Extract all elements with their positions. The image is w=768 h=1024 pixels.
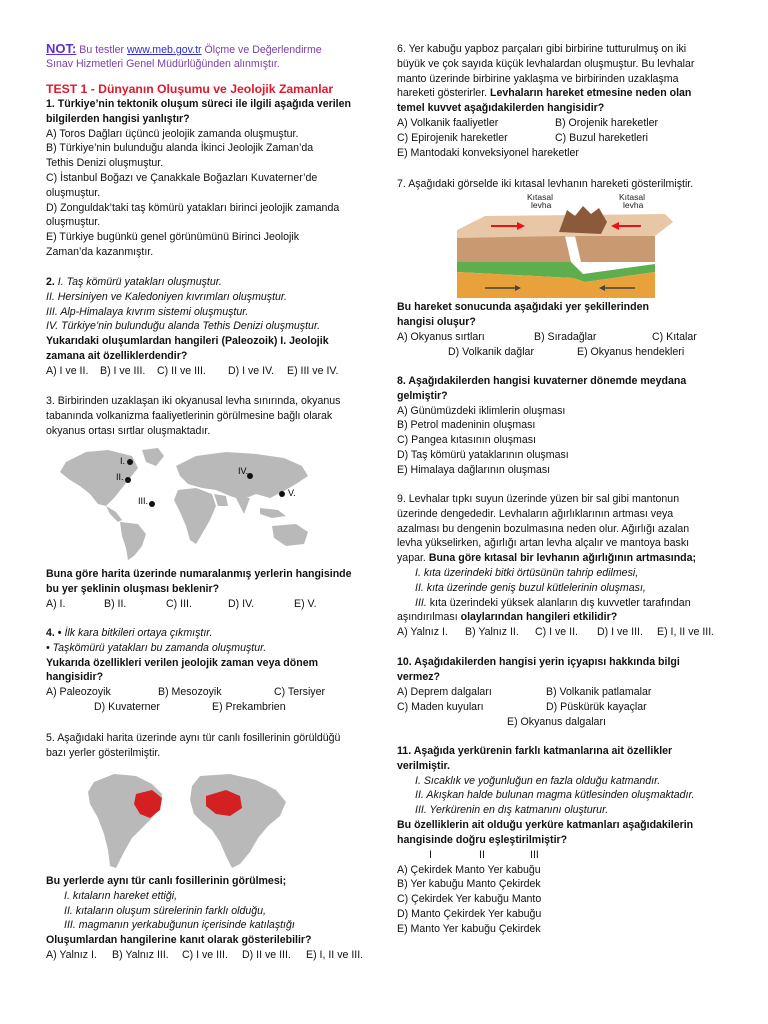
question-1: 1. Türkiye’nin tektonik oluşum süreci ile ilgili aşağıda verilen bilgilerden hangisi yanlıştır? A) Toros Dağları üçüncü jeolojik zamanda oluşmuştur. B) Türkiye’nin bulunduğu alanda İkinci Jeolojik Zaman’da Tethis Denizi oluşmuştur. C) İstanbul Boğazı ve Çanakkale Boğazları Kuvaterner’de oluşmuştur. D) Zonguldak’taki taş kömürü yatakları birinci jeolojik zamanda oluşmuştur. E) Türkiye bugünkü genel görünümünü Birinci Jeolojik Zaman’da kazanmıştır.: [46, 97, 374, 260]
option-b[interactable]: B) II.: [104, 597, 127, 610]
q10-options-row3: [397, 715, 735, 730]
option-c[interactable]: C) Kıtalar: [652, 330, 697, 343]
option-c[interactable]: C) II ve III.: [157, 364, 206, 377]
option-b[interactable]: B) Volkanik patlamalar: [546, 685, 652, 698]
figure-label-right-2: levha: [623, 200, 644, 210]
option-d[interactable]: D) Manto Çekirdek Yer kabuğu: [397, 907, 542, 920]
option-d[interactable]: D) Zonguldak’taki taş kömürü yatakları birinci jeolojik zamanda: [46, 201, 340, 214]
header-i: I: [429, 848, 432, 861]
option-b[interactable]: B) Türkiye’nin bulunduğu alanda İkinci Jeolojik Zaman’da: [46, 142, 314, 155]
question-10: 10. Aşağıdakilerden hangisi yerin içyapısı hakkında bilgi vermez? A) Deprem dalgaları B) Volkanik patlamalar C) Maden kuyuları D) Püskürük kayaçlar E) Okyanus dalgaları: [397, 655, 735, 730]
question-3: 3. Birbirinden uzaklaşan iki okyanusal levha sınırında, okyanus tabanında volkanizma faaliyetlerinin görülmesine bağlı olarak okyanus ortası sırtlar oluşmaktadır.: [46, 395, 341, 437]
q4-options-row2: [46, 700, 374, 715]
option-a[interactable]: A) Paleozoyik: [46, 686, 111, 699]
option-b[interactable]: B) Orojenik hareketler: [555, 116, 659, 129]
option-c[interactable]: C) I ve III.: [182, 948, 228, 961]
option-c[interactable]: C) I ve II.: [535, 626, 578, 639]
option-e[interactable]: E) Prekambrien: [212, 701, 286, 714]
question-9: 9. Levhalar tıpkı suyun üzerinde yüzen bir sal gibi mantonun üzerinde dengededir. Levhaların ağırlıklarının artması veya azalması bu dengenin bozulmasına neden olur. Ağırlığı azalan levha yükselirken, ağırlığı artan levha alçalır ve mantoya baskı yapar. Buna göre kıtasal bir levhanın ağırlığının artmasında; I. kıta üzerindeki bitki örtüsünün tahrip edilmesi, II. kıta üzerinde geniş buzul kütlelerinin oluşması, III. kıta üzerindeki yüksek alanların dış kuvvetler tarafından aşındırılması olaylarından hangileri etkilidir? A) Yalnız I. B) Yalnız II. C) I ve II. D) I ve III. E) I, II ve III.: [397, 492, 735, 640]
option-d[interactable]: D) Volkanik dağlar: [448, 345, 534, 358]
figure-label-right-1: Kıtasal: [619, 192, 645, 202]
map-label-i: I.: [120, 456, 126, 466]
q9-options: [397, 625, 735, 640]
question-7-stem: Bu hareket sonucunda aşağıdaki yer şekillerinden hangisi oluşur? A) Okyanus sırtları B) Sıradağlar C) Kıtalar D) Volkanik dağlar E) Okyanus hendekleri: [397, 300, 735, 360]
option-d[interactable]: D) IV.: [228, 597, 255, 610]
option-a[interactable]: A) Yalnız I.: [46, 948, 97, 961]
fossil-map-q5: [80, 772, 310, 874]
option-b[interactable]: B) Petrol madeninin oluşması: [397, 419, 536, 432]
option-e[interactable]: E) Türkiye bugünkü genel görünümünü Birinci Jeolojik: [46, 231, 300, 244]
test-title: TEST 1 - Dünyanın Oluşumu ve Jeolojik Zamanlar: [46, 82, 334, 96]
q4-options-row1: [46, 685, 374, 700]
option-a[interactable]: A) I.: [46, 597, 66, 610]
option-a[interactable]: A) Volkanik faaliyetler: [397, 116, 499, 129]
map-point-ii: [125, 477, 131, 483]
question-8: 8. Aşağıdakilerden hangisi kuvaterner dönemde meydana gelmiştir? A) Günümüzdeki iklimlerin oluşması B) Petrol madeninin oluşması C) Pangea kıtasının oluşması D) Taş kömürü yataklarının oluşması E) Himalaya dağlarının oluşması: [397, 374, 735, 478]
option-e[interactable]: E) III ve IV.: [287, 364, 339, 377]
option-e[interactable]: E) Himalaya dağlarının oluşması: [397, 463, 551, 476]
option-c[interactable]: C) Pangea kıtasının oluşması: [397, 434, 536, 447]
source-note: NOT: Bu testler www.meb.gov.tr Ölçme ve Değerlendirme Sınav Hizmetleri Genel Müdürlüğünden alınmıştır.: [46, 41, 322, 70]
question-6: 6. Yer kabuğu yapboz parçaları gibi birbirine tutturulmuş on iki büyük ve çok sayıda küçük levhalardan oluşmuştur. Bu levhalar manto üzerinde birbirine yaklaşma ve birbirinden uzaklaşma hareketi gösterirler. Levhaların hareket etmesine neden olan temel kuvvet aşağıdakilerden hangisidir? A) Volkanik faaliyetler B) Orojenik hareketler C) Epirojenik hareketler C) Buzul hareketleri E) Mantodaki konveksiyonel hareketler: [397, 42, 735, 161]
q7-options-row1: [397, 330, 735, 345]
question-5-stem: Bu yerlerde aynı tür canlı fosillerinin görülmesi; I. kıtaların hareket ettiği, II. kıtaların oluşum sürelerinin farklı olduğu, III. magmanın yerkabuğunun içerisinde katılaştığı Oluşumlardan hangilerine kanıt olarak gösterilebilir? A) Yalnız I. B) Yalnız III. C) I ve III. D) II ve III. E) I, II ve III.: [46, 874, 374, 963]
option-a[interactable]: A) I ve II.: [46, 364, 89, 377]
option-b[interactable]: B) Yalnız II.: [465, 626, 519, 639]
q11-column-headers: [397, 848, 735, 863]
map-label-iv: IV.: [238, 466, 249, 476]
figure-label-left-2: levha: [531, 200, 552, 210]
option-c[interactable]: C) İstanbul Boğazı ve Çanakkale Boğazları Kuvaterner’de: [46, 171, 318, 184]
option-b[interactable]: B) Sıradağlar: [534, 330, 597, 343]
question-3-stem: Buna göre harita üzerinde numaralanmış yerlerin hangisinde bu yer şeklinin oluşması beklenir? A) I. B) II. C) III. D) IV. E) V.: [46, 567, 374, 612]
option-e[interactable]: E) Manto Yer kabuğu Çekirdek: [397, 922, 541, 935]
option-e[interactable]: E) I, II ve III.: [657, 626, 715, 639]
map-point-iii: [149, 501, 155, 507]
option-b[interactable]: B) Yalnız III.: [112, 948, 169, 961]
arabia-shape: [214, 494, 228, 506]
mountain-range: [559, 206, 607, 234]
q7-options-row2: [397, 345, 735, 360]
indonesia-shape: [260, 508, 286, 518]
australia-shape: [272, 524, 308, 546]
option-d[interactable]: D) Püskürük kayaçlar: [546, 700, 647, 713]
option-a[interactable]: A) Çekirdek Manto Yer kabuğu: [397, 863, 541, 876]
meb-link[interactable]: www.meb.gov.tr: [126, 44, 202, 56]
right-crust: [575, 236, 655, 262]
option-e[interactable]: E) I, II ve III.: [306, 948, 364, 961]
option-e[interactable]: E) V.: [294, 597, 317, 610]
africa-shape: [174, 488, 216, 544]
header-iii: III: [530, 848, 539, 861]
q10-options-row1: [397, 685, 735, 700]
map-label-v: V.: [288, 488, 296, 498]
option-a[interactable]: A) Deprem dalgaları: [397, 685, 492, 698]
world-map-q3: [46, 444, 326, 562]
q3-options: [46, 597, 374, 612]
option-d[interactable]: D) II ve III.: [242, 948, 291, 961]
option-d[interactable]: D) I ve IV.: [228, 364, 275, 377]
south-america-shape: [120, 522, 146, 560]
option-c[interactable]: C) III.: [166, 597, 192, 610]
q10-options-row2: [397, 700, 735, 715]
india-shape: [236, 498, 250, 514]
map-label-iii: III.: [138, 496, 149, 506]
left-crust: [457, 236, 571, 262]
option-e[interactable]: E) Okyanus hendekleri: [577, 345, 685, 358]
option-b[interactable]: B) Mesozoyik: [158, 686, 222, 699]
option-d[interactable]: D) I ve III.: [597, 626, 643, 639]
option-b[interactable]: B) I ve III.: [100, 364, 146, 377]
option-c[interactable]: C) Çekirdek Yer kabuğu Manto: [397, 893, 542, 906]
option-b[interactable]: B) Yer kabuğu Manto Çekirdek: [397, 878, 541, 891]
note-label: NOT:: [46, 41, 77, 56]
option-e[interactable]: E) Mantodaki konveksiyonel hareketler: [397, 146, 579, 159]
option-e[interactable]: E) Okyanus dalgaları: [507, 715, 606, 728]
greenland-shape: [142, 448, 164, 466]
q6-options-row1: [397, 116, 735, 131]
option-c[interactable]: C) Maden kuyuları: [397, 700, 484, 713]
q6-options-row2: [397, 131, 735, 146]
map-point-v: [279, 491, 285, 497]
map-point-i: [127, 459, 133, 465]
africa-shape: [190, 774, 286, 868]
q2-options: [46, 364, 374, 379]
plate-collision-figure: [455, 192, 675, 300]
question-11: 11. Aşağıda yerkürenin farklı katmanlarına ait özellikler verilmiştir. I. Sıcaklık ve yoğunluğun en fazla olduğu katmandır. II. Akışkan halde bulunan magma kütlesinden oluşmaktadır. III. Yerkürenin en dış katmanını oluşturur. Bu özelliklerin ait olduğu yerküre katmanları aşağıdakilerin hangisinde doğru eşleştirilmiştir? I II III A) Çekirdek Manto Yer kabuğu B) Yer kabuğu Manto Çekirdek C) Çekirdek Yer kabuğu Manto D) Manto Çekirdek Yer kabuğu E) Manto Yer kabuğu Çekirdek: [397, 744, 735, 937]
central-america-shape: [106, 506, 122, 522]
q5-options: [46, 948, 374, 963]
question-2: 2. I. Taş kömürü yatakları oluşmuştur. II. Hersiniyen ve Kaledoniyen kıvrımları oluşmuştur. III. Alp-Himalaya kıvrım sistemi oluşmuştur. IV. Türkiye’nin bulunduğu alanda Tethis Denizi oluşmuştur. Yukarıdaki oluşumlardan hangileri (Paleozoik) I. Jeolojik zamana ait özelliklerdendir? A) I ve II. B) I ve III. C) II ve III. D) I ve IV. E) III ve IV.: [46, 275, 374, 379]
header-ii: II: [479, 848, 485, 861]
option-a[interactable]: A) Toros Dağları üçüncü jeolojik zamanda oluşmuştur.: [46, 127, 299, 140]
option-c[interactable]: C) Tersiyer: [274, 686, 326, 699]
option-a[interactable]: A) Günümüzdeki iklimlerin oluşması: [397, 404, 566, 417]
south-america-shape: [88, 774, 162, 868]
option-a[interactable]: A) Okyanus sırtları: [397, 330, 485, 343]
question-5: 5. Aşağıdaki harita üzerinde aynı tür canlı fosillerinin görüldüğü bazı yerler gösterilmiştir.: [46, 732, 341, 759]
option-d[interactable]: D) Taş kömürü yataklarının oluşması: [397, 448, 569, 461]
option-c2[interactable]: C) Buzul hareketleri: [555, 131, 649, 144]
question-7: 7. Aşağıdaki görselde iki kıtasal levhanın hareketi gösterilmiştir.: [397, 178, 694, 190]
question-4: 4. • İlk kara bitkileri ortaya çıkmıştır. • Taşkömürü yatakları bu zamanda oluşmuştur. Yukarıda özellikleri verilen jeolojik zaman veya dönem hangisidir? A) Paleozoyik B) Mesozoyik C) Tersiyer D) Kuvaterner E) Prekambrien: [46, 626, 374, 715]
figure-label-left-1: Kıtasal: [527, 192, 553, 202]
map-label-ii: II.: [116, 472, 124, 482]
option-c[interactable]: C) Epirojenik hareketler: [397, 131, 508, 144]
option-d[interactable]: D) Kuvaterner: [94, 701, 160, 714]
option-a[interactable]: A) Yalnız I.: [397, 626, 448, 639]
